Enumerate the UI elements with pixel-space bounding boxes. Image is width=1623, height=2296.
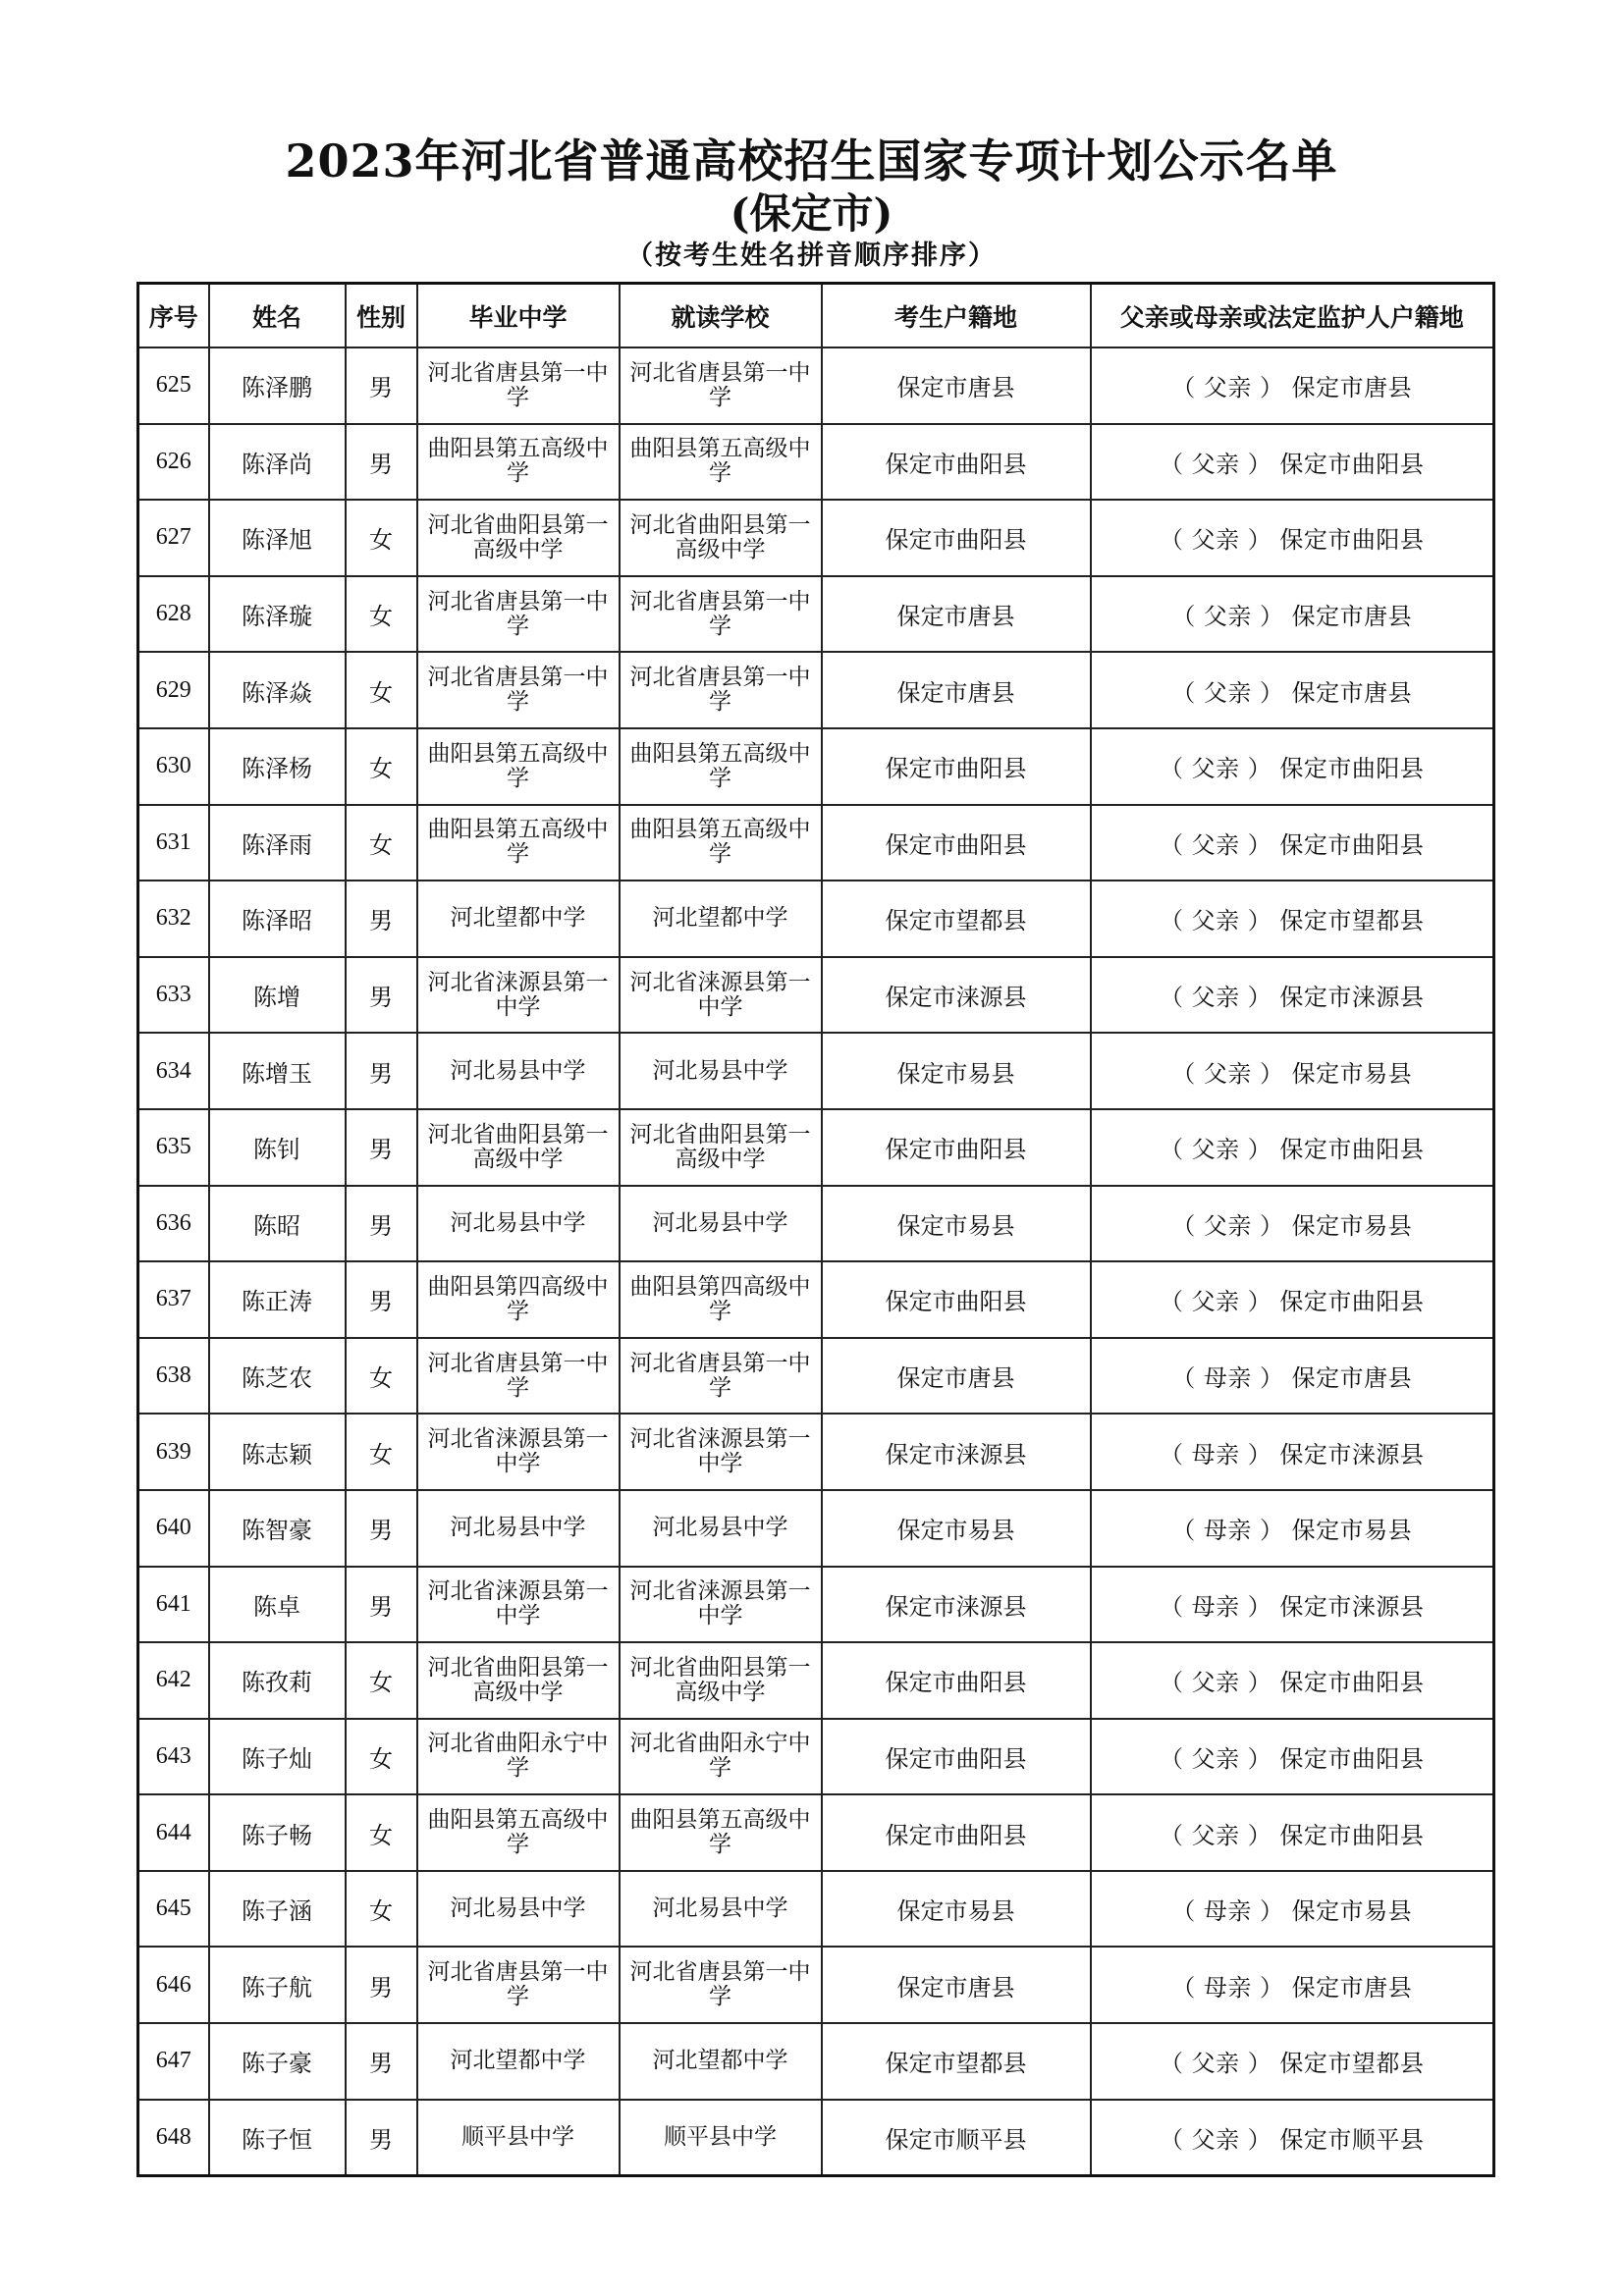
cell-student-domicile: 保定市易县 bbox=[822, 1490, 1091, 1567]
cell-gender: 女 bbox=[346, 1794, 417, 1871]
cell-gender: 女 bbox=[346, 652, 417, 728]
cell-current-school: 曲阳县第五高级中学 bbox=[620, 424, 822, 501]
cell-name: 陈志颖 bbox=[209, 1414, 346, 1490]
cell-student-domicile: 保定市唐县 bbox=[822, 1947, 1091, 2023]
cell-current-school: 河北省涞源县第一中学 bbox=[620, 957, 822, 1034]
cell-index: 646 bbox=[138, 1947, 209, 2023]
cell-current-school: 河北易县中学 bbox=[620, 1033, 822, 1109]
cell-current-school: 曲阳县第五高级中学 bbox=[620, 728, 822, 805]
cell-guardian-domicile: （ 母亲 ） 保定市易县 bbox=[1091, 1490, 1494, 1567]
cell-name: 陈子灿 bbox=[209, 1719, 346, 1795]
cell-index: 639 bbox=[138, 1414, 209, 1490]
table-row bbox=[138, 805, 1494, 881]
cell-guardian-domicile: （ 父亲 ） 保定市曲阳县 bbox=[1091, 1261, 1494, 1338]
table-row bbox=[138, 1186, 1494, 1262]
cell-current-school: 河北省曲阳县第一高级中学 bbox=[620, 500, 822, 576]
cell-index: 636 bbox=[138, 1186, 209, 1262]
table-row bbox=[138, 1338, 1494, 1415]
table-row bbox=[138, 424, 1494, 501]
header-index: 序号 bbox=[138, 284, 209, 348]
cell-graduated-school: 河北省曲阳县第一高级中学 bbox=[417, 1109, 620, 1186]
table-row bbox=[138, 1947, 1494, 2023]
cell-guardian-domicile: （ 父亲 ） 保定市唐县 bbox=[1091, 576, 1494, 653]
cell-graduated-school: 河北省涞源县第一中学 bbox=[417, 1567, 620, 1643]
header-guardian-domicile: 父亲或母亲或法定监护人户籍地 bbox=[1091, 284, 1494, 348]
cell-current-school: 河北省曲阳永宁中学 bbox=[620, 1719, 822, 1795]
cell-name: 陈子航 bbox=[209, 1947, 346, 2023]
table-row bbox=[138, 1719, 1494, 1795]
cell-name: 陈卓 bbox=[209, 1567, 346, 1643]
cell-gender: 女 bbox=[346, 1719, 417, 1795]
cell-name: 陈泽尚 bbox=[209, 424, 346, 501]
cell-gender: 女 bbox=[346, 728, 417, 805]
table-row bbox=[138, 1033, 1494, 1109]
header-current-school: 就读学校 bbox=[620, 284, 822, 348]
cell-current-school: 河北望都中学 bbox=[620, 2023, 822, 2100]
cell-student-domicile: 保定市曲阳县 bbox=[822, 1642, 1091, 1719]
cell-index: 634 bbox=[138, 1033, 209, 1109]
cell-index: 638 bbox=[138, 1338, 209, 1415]
cell-current-school: 河北省唐县第一中学 bbox=[620, 1338, 822, 1415]
cell-name: 陈泽璇 bbox=[209, 576, 346, 653]
cell-index: 627 bbox=[138, 500, 209, 576]
cell-gender: 男 bbox=[346, 1033, 417, 1109]
cell-graduated-school: 河北望都中学 bbox=[417, 2023, 620, 2100]
cell-guardian-domicile: （ 母亲 ） 保定市唐县 bbox=[1091, 1338, 1494, 1415]
cell-graduated-school: 河北省唐县第一中学 bbox=[417, 576, 620, 653]
cell-name: 陈芝农 bbox=[209, 1338, 346, 1415]
cell-gender: 女 bbox=[346, 576, 417, 653]
cell-gender: 男 bbox=[346, 881, 417, 957]
table-row bbox=[138, 1567, 1494, 1643]
cell-graduated-school: 河北省曲阳县第一高级中学 bbox=[417, 1642, 620, 1719]
cell-gender: 男 bbox=[346, 1947, 417, 2023]
cell-graduated-school: 曲阳县第五高级中学 bbox=[417, 728, 620, 805]
cell-current-school: 河北省唐县第一中学 bbox=[620, 652, 822, 728]
cell-student-domicile: 保定市曲阳县 bbox=[822, 728, 1091, 805]
cell-name: 陈子恒 bbox=[209, 2100, 346, 2176]
cell-guardian-domicile: （ 父亲 ） 保定市曲阳县 bbox=[1091, 424, 1494, 501]
cell-gender: 女 bbox=[346, 805, 417, 881]
cell-student-domicile: 保定市曲阳县 bbox=[822, 424, 1091, 501]
cell-index: 644 bbox=[138, 1794, 209, 1871]
cell-current-school: 河北省唐县第一中学 bbox=[620, 347, 822, 424]
cell-name: 陈钊 bbox=[209, 1109, 346, 1186]
cell-index: 630 bbox=[138, 728, 209, 805]
table-row bbox=[138, 2100, 1494, 2176]
cell-graduated-school: 河北省涞源县第一中学 bbox=[417, 957, 620, 1034]
cell-index: 635 bbox=[138, 1109, 209, 1186]
cell-index: 637 bbox=[138, 1261, 209, 1338]
cell-student-domicile: 保定市顺平县 bbox=[822, 2100, 1091, 2176]
cell-index: 629 bbox=[138, 652, 209, 728]
cell-index: 647 bbox=[138, 2023, 209, 2100]
cell-student-domicile: 保定市曲阳县 bbox=[822, 1261, 1091, 1338]
cell-graduated-school: 河北易县中学 bbox=[417, 1490, 620, 1567]
cell-current-school: 河北省涞源县第一中学 bbox=[620, 1414, 822, 1490]
cell-current-school: 顺平县中学 bbox=[620, 2100, 822, 2176]
cell-index: 641 bbox=[138, 1567, 209, 1643]
cell-name: 陈昭 bbox=[209, 1186, 346, 1262]
cell-current-school: 河北省涞源县第一中学 bbox=[620, 1567, 822, 1643]
cell-gender: 女 bbox=[346, 1871, 417, 1948]
cell-graduated-school: 河北省唐县第一中学 bbox=[417, 1338, 620, 1415]
cell-student-domicile: 保定市涞源县 bbox=[822, 957, 1091, 1034]
cell-student-domicile: 保定市曲阳县 bbox=[822, 1794, 1091, 1871]
cell-guardian-domicile: （ 母亲 ） 保定市涞源县 bbox=[1091, 1414, 1494, 1490]
table-row bbox=[138, 1871, 1494, 1948]
cell-graduated-school: 河北易县中学 bbox=[417, 1186, 620, 1262]
cell-graduated-school: 河北望都中学 bbox=[417, 881, 620, 957]
cell-guardian-domicile: （ 母亲 ） 保定市涞源县 bbox=[1091, 1567, 1494, 1643]
cell-name: 陈增玉 bbox=[209, 1033, 346, 1109]
cell-guardian-domicile: （ 父亲 ） 保定市曲阳县 bbox=[1091, 1642, 1494, 1719]
cell-student-domicile: 保定市涞源县 bbox=[822, 1567, 1091, 1643]
cell-guardian-domicile: （ 父亲 ） 保定市唐县 bbox=[1091, 347, 1494, 424]
cell-guardian-domicile: （ 父亲 ） 保定市易县 bbox=[1091, 1033, 1494, 1109]
cell-graduated-school: 曲阳县第五高级中学 bbox=[417, 805, 620, 881]
cell-name: 陈智豪 bbox=[209, 1490, 346, 1567]
cell-guardian-domicile: （ 父亲 ） 保定市易县 bbox=[1091, 1186, 1494, 1262]
header-graduated-school: 毕业中学 bbox=[417, 284, 620, 348]
cell-gender: 男 bbox=[346, 1567, 417, 1643]
cell-graduated-school: 河北省唐县第一中学 bbox=[417, 1947, 620, 2023]
table-header-row bbox=[138, 284, 1494, 348]
cell-current-school: 曲阳县第五高级中学 bbox=[620, 805, 822, 881]
cell-current-school: 河北易县中学 bbox=[620, 1186, 822, 1262]
cell-gender: 男 bbox=[346, 347, 417, 424]
cell-guardian-domicile: （ 父亲 ） 保定市顺平县 bbox=[1091, 2100, 1494, 2176]
cell-name: 陈泽雨 bbox=[209, 805, 346, 881]
header-gender: 性别 bbox=[346, 284, 417, 348]
cell-graduated-school: 顺平县中学 bbox=[417, 2100, 620, 2176]
cell-student-domicile: 保定市望都县 bbox=[822, 2023, 1091, 2100]
cell-student-domicile: 保定市易县 bbox=[822, 1033, 1091, 1109]
cell-student-domicile: 保定市涞源县 bbox=[822, 1414, 1091, 1490]
cell-guardian-domicile: （ 父亲 ） 保定市曲阳县 bbox=[1091, 1109, 1494, 1186]
cell-index: 626 bbox=[138, 424, 209, 501]
cell-index: 643 bbox=[138, 1719, 209, 1795]
cell-gender: 女 bbox=[346, 1642, 417, 1719]
cell-name: 陈泽杨 bbox=[209, 728, 346, 805]
cell-current-school: 河北省曲阳县第一高级中学 bbox=[620, 1642, 822, 1719]
cell-student-domicile: 保定市曲阳县 bbox=[822, 805, 1091, 881]
table-row bbox=[138, 1794, 1494, 1871]
cell-name: 陈正涛 bbox=[209, 1261, 346, 1338]
table-row bbox=[138, 957, 1494, 1034]
cell-name: 陈增 bbox=[209, 957, 346, 1034]
table-row bbox=[138, 576, 1494, 653]
cell-name: 陈子涵 bbox=[209, 1871, 346, 1948]
table-row bbox=[138, 652, 1494, 728]
header-student-domicile: 考生户籍地 bbox=[822, 284, 1091, 348]
cell-current-school: 河北易县中学 bbox=[620, 1490, 822, 1567]
table-row bbox=[138, 2023, 1494, 2100]
cell-graduated-school: 河北省涞源县第一中学 bbox=[417, 1414, 620, 1490]
table-row bbox=[138, 500, 1494, 576]
header-name: 姓名 bbox=[209, 284, 346, 348]
cell-name: 陈泽鹏 bbox=[209, 347, 346, 424]
cell-student-domicile: 保定市唐县 bbox=[822, 1338, 1091, 1415]
cell-guardian-domicile: （ 父亲 ） 保定市曲阳县 bbox=[1091, 1719, 1494, 1795]
cell-guardian-domicile: （ 父亲 ） 保定市唐县 bbox=[1091, 652, 1494, 728]
cell-graduated-school: 河北省唐县第一中学 bbox=[417, 652, 620, 728]
cell-graduated-school: 河北省曲阳永宁中学 bbox=[417, 1719, 620, 1795]
table-row bbox=[138, 881, 1494, 957]
cell-gender: 男 bbox=[346, 1261, 417, 1338]
cell-current-school: 河北省唐县第一中学 bbox=[620, 576, 822, 653]
sort-note: （按考生姓名拼音顺序排序） bbox=[626, 240, 997, 271]
cell-gender: 男 bbox=[346, 957, 417, 1034]
cell-guardian-domicile: （ 父亲 ） 保定市望都县 bbox=[1091, 881, 1494, 957]
cell-index: 632 bbox=[138, 881, 209, 957]
cell-gender: 女 bbox=[346, 1414, 417, 1490]
document-title: 2023年河北省普通高校招生国家专项计划公示名单 bbox=[285, 134, 1338, 187]
cell-name: 陈子畅 bbox=[209, 1794, 346, 1871]
cell-name: 陈泽昭 bbox=[209, 881, 346, 957]
table-row bbox=[138, 1414, 1494, 1490]
table-row bbox=[138, 347, 1494, 424]
cell-graduated-school: 河北省曲阳县第一高级中学 bbox=[417, 500, 620, 576]
cell-name: 陈泽旭 bbox=[209, 500, 346, 576]
document-subtitle: (保定市) bbox=[730, 189, 893, 238]
cell-gender: 男 bbox=[346, 2100, 417, 2176]
cell-gender: 女 bbox=[346, 1338, 417, 1415]
cell-index: 633 bbox=[138, 957, 209, 1034]
cell-student-domicile: 保定市曲阳县 bbox=[822, 1109, 1091, 1186]
cell-current-school: 河北省曲阳县第一高级中学 bbox=[620, 1109, 822, 1186]
cell-index: 640 bbox=[138, 1490, 209, 1567]
cell-guardian-domicile: （ 父亲 ） 保定市曲阳县 bbox=[1091, 500, 1494, 576]
cell-guardian-domicile: （ 母亲 ） 保定市唐县 bbox=[1091, 1947, 1494, 2023]
cell-current-school: 曲阳县第四高级中学 bbox=[620, 1261, 822, 1338]
cell-graduated-school: 河北易县中学 bbox=[417, 1871, 620, 1948]
cell-student-domicile: 保定市唐县 bbox=[822, 347, 1091, 424]
cell-name: 陈孜莉 bbox=[209, 1642, 346, 1719]
cell-gender: 男 bbox=[346, 2023, 417, 2100]
cell-current-school: 曲阳县第五高级中学 bbox=[620, 1794, 822, 1871]
cell-student-domicile: 保定市易县 bbox=[822, 1871, 1091, 1948]
cell-student-domicile: 保定市望都县 bbox=[822, 881, 1091, 957]
cell-gender: 男 bbox=[346, 1109, 417, 1186]
cell-student-domicile: 保定市曲阳县 bbox=[822, 1719, 1091, 1795]
cell-guardian-domicile: （ 父亲 ） 保定市曲阳县 bbox=[1091, 728, 1494, 805]
cell-name: 陈子豪 bbox=[209, 2023, 346, 2100]
cell-index: 625 bbox=[138, 347, 209, 424]
cell-gender: 男 bbox=[346, 1186, 417, 1262]
cell-index: 645 bbox=[138, 1871, 209, 1948]
cell-name: 陈泽焱 bbox=[209, 652, 346, 728]
cell-gender: 女 bbox=[346, 500, 417, 576]
cell-current-school: 河北望都中学 bbox=[620, 881, 822, 957]
roster-table bbox=[136, 282, 1495, 2177]
cell-gender: 男 bbox=[346, 1490, 417, 1567]
cell-guardian-domicile: （ 父亲 ） 保定市望都县 bbox=[1091, 2023, 1494, 2100]
cell-index: 628 bbox=[138, 576, 209, 653]
cell-graduated-school: 曲阳县第四高级中学 bbox=[417, 1261, 620, 1338]
cell-student-domicile: 保定市唐县 bbox=[822, 576, 1091, 653]
cell-index: 648 bbox=[138, 2100, 209, 2176]
cell-guardian-domicile: （ 父亲 ） 保定市曲阳县 bbox=[1091, 1794, 1494, 1871]
cell-student-domicile: 保定市易县 bbox=[822, 1186, 1091, 1262]
cell-graduated-school: 曲阳县第五高级中学 bbox=[417, 1794, 620, 1871]
cell-current-school: 河北省唐县第一中学 bbox=[620, 1947, 822, 2023]
cell-gender: 男 bbox=[346, 424, 417, 501]
table-row bbox=[138, 1490, 1494, 1567]
cell-index: 642 bbox=[138, 1642, 209, 1719]
cell-current-school: 河北易县中学 bbox=[620, 1871, 822, 1948]
table-row bbox=[138, 728, 1494, 805]
table-row bbox=[138, 1109, 1494, 1186]
cell-student-domicile: 保定市唐县 bbox=[822, 652, 1091, 728]
cell-guardian-domicile: （ 母亲 ） 保定市易县 bbox=[1091, 1871, 1494, 1948]
table-row bbox=[138, 1261, 1494, 1338]
cell-index: 631 bbox=[138, 805, 209, 881]
cell-student-domicile: 保定市曲阳县 bbox=[822, 500, 1091, 576]
cell-graduated-school: 河北易县中学 bbox=[417, 1033, 620, 1109]
cell-guardian-domicile: （ 父亲 ） 保定市曲阳县 bbox=[1091, 805, 1494, 881]
table-row bbox=[138, 1642, 1494, 1719]
cell-graduated-school: 河北省唐县第一中学 bbox=[417, 347, 620, 424]
cell-graduated-school: 曲阳县第五高级中学 bbox=[417, 424, 620, 501]
cell-guardian-domicile: （ 父亲 ） 保定市涞源县 bbox=[1091, 957, 1494, 1034]
